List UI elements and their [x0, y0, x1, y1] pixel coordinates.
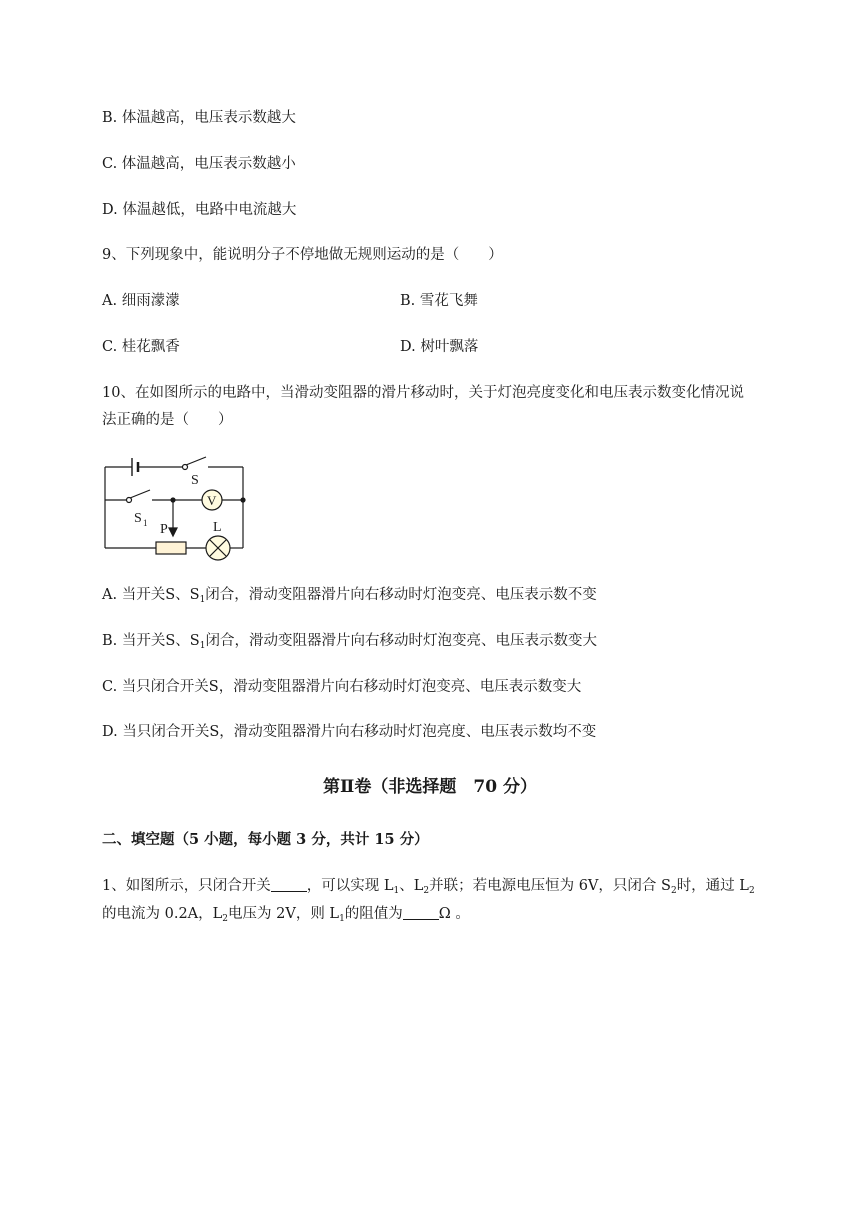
q10-option-d: D. 当只闭合开关S，滑动变阻器滑片向右移动时灯泡亮度、电压表示数均不变: [102, 724, 597, 740]
part2-title: 第Ⅱ卷（非选择题 70 分）: [323, 777, 537, 797]
label-s1-sub: 1: [143, 518, 148, 528]
q10-a-sub: 1: [199, 595, 206, 605]
q9-option-d: D. 树叶飘落: [400, 339, 479, 355]
label-s1: S: [134, 511, 142, 526]
fill1-line1: [102, 876, 755, 901]
fill1-sub-4: 2: [748, 886, 755, 896]
q10-option-b: [102, 631, 597, 656]
fill1-text-1: 1、如图所示，只闭合开关: [102, 878, 271, 894]
label-v: V: [207, 493, 217, 508]
fill1-text-9: Ω 。: [438, 906, 470, 922]
q9-option-c: C. 桂花飘香: [102, 339, 180, 355]
fill1-text-6: 的电流为 0.2A，L: [102, 906, 223, 922]
answer-blank-2: [403, 905, 439, 920]
fill1-sub-5: 2: [222, 914, 229, 924]
q10-b-sub: 1: [199, 641, 206, 651]
q10-stem-line2: 法正确的是（ ）: [102, 412, 233, 428]
q10-stem-line1: 10、在如图所示的电路中，当滑动变阻器的滑片移动时，关于灯泡亮度变化和电压表示数变化情况说: [102, 385, 744, 401]
q10-a-text-2: 闭合，滑动变阻器滑片向右移动时灯泡变亮、电压表示数不变: [205, 587, 597, 603]
label-p: P: [160, 522, 168, 537]
q9-option-b: B. 雪花飞舞: [400, 293, 478, 309]
answer-blank-1: [271, 877, 307, 892]
section2-heading: 二、填空题（5 小题，每小题 3 分，共计 15 分）: [102, 831, 429, 848]
rheostat: [156, 542, 186, 554]
q10-a-text-1: A. 当开关S、S: [102, 587, 200, 603]
fill1-text-5: 时，通过 L: [676, 878, 749, 894]
slider-arrow-icon: [169, 528, 177, 536]
switch-s1-blade: [130, 490, 150, 498]
fill1-sub-1: 1: [393, 886, 400, 896]
label-s: S: [191, 473, 199, 488]
fill1-text-3: 、L: [399, 878, 424, 894]
q10-option-a: [102, 585, 597, 610]
q10-option-c: C. 当只闭合开关S，滑动变阻器滑片向右移动时灯泡变亮、电压表示数变大: [102, 679, 582, 695]
junction-dot-right: [241, 498, 245, 502]
q9-stem: 9、下列现象中，能说明分子不停地做无规则运动的是（ ）: [102, 247, 503, 263]
label-l: L: [213, 520, 222, 535]
fill1-sub-3: 2: [670, 886, 677, 896]
q8-option-d: D. 体温越低，电路中电流越大: [102, 202, 297, 218]
fill1-text-4: 并联；若电源电压恒为 6V，只闭合 S: [429, 878, 671, 894]
q10-b-text-2: 闭合，滑动变阻器滑片向右移动时灯泡变亮、电压表示数变大: [205, 633, 597, 649]
q8-option-b: B. 体温越高，电压表示数越大: [102, 110, 296, 126]
q8-option-c: C. 体温越高，电压表示数越小: [102, 156, 296, 172]
fill1-text-8: 的阻值为: [344, 906, 403, 922]
q10-b-text-1: B. 当开关S、S: [102, 633, 200, 649]
q9-option-a: A. 细雨濛濛: [102, 293, 180, 309]
fill1-sub-2: 2: [423, 886, 430, 896]
switch-s-blade: [186, 457, 206, 465]
fill1-text-7: 电压为 2V，则 L: [228, 906, 340, 922]
circuit-diagram: [100, 450, 250, 562]
fill1-line2: [102, 904, 470, 929]
fill1-text-2: ，可以实现 L: [306, 878, 394, 894]
fill1-sub-6: 1: [339, 914, 345, 924]
